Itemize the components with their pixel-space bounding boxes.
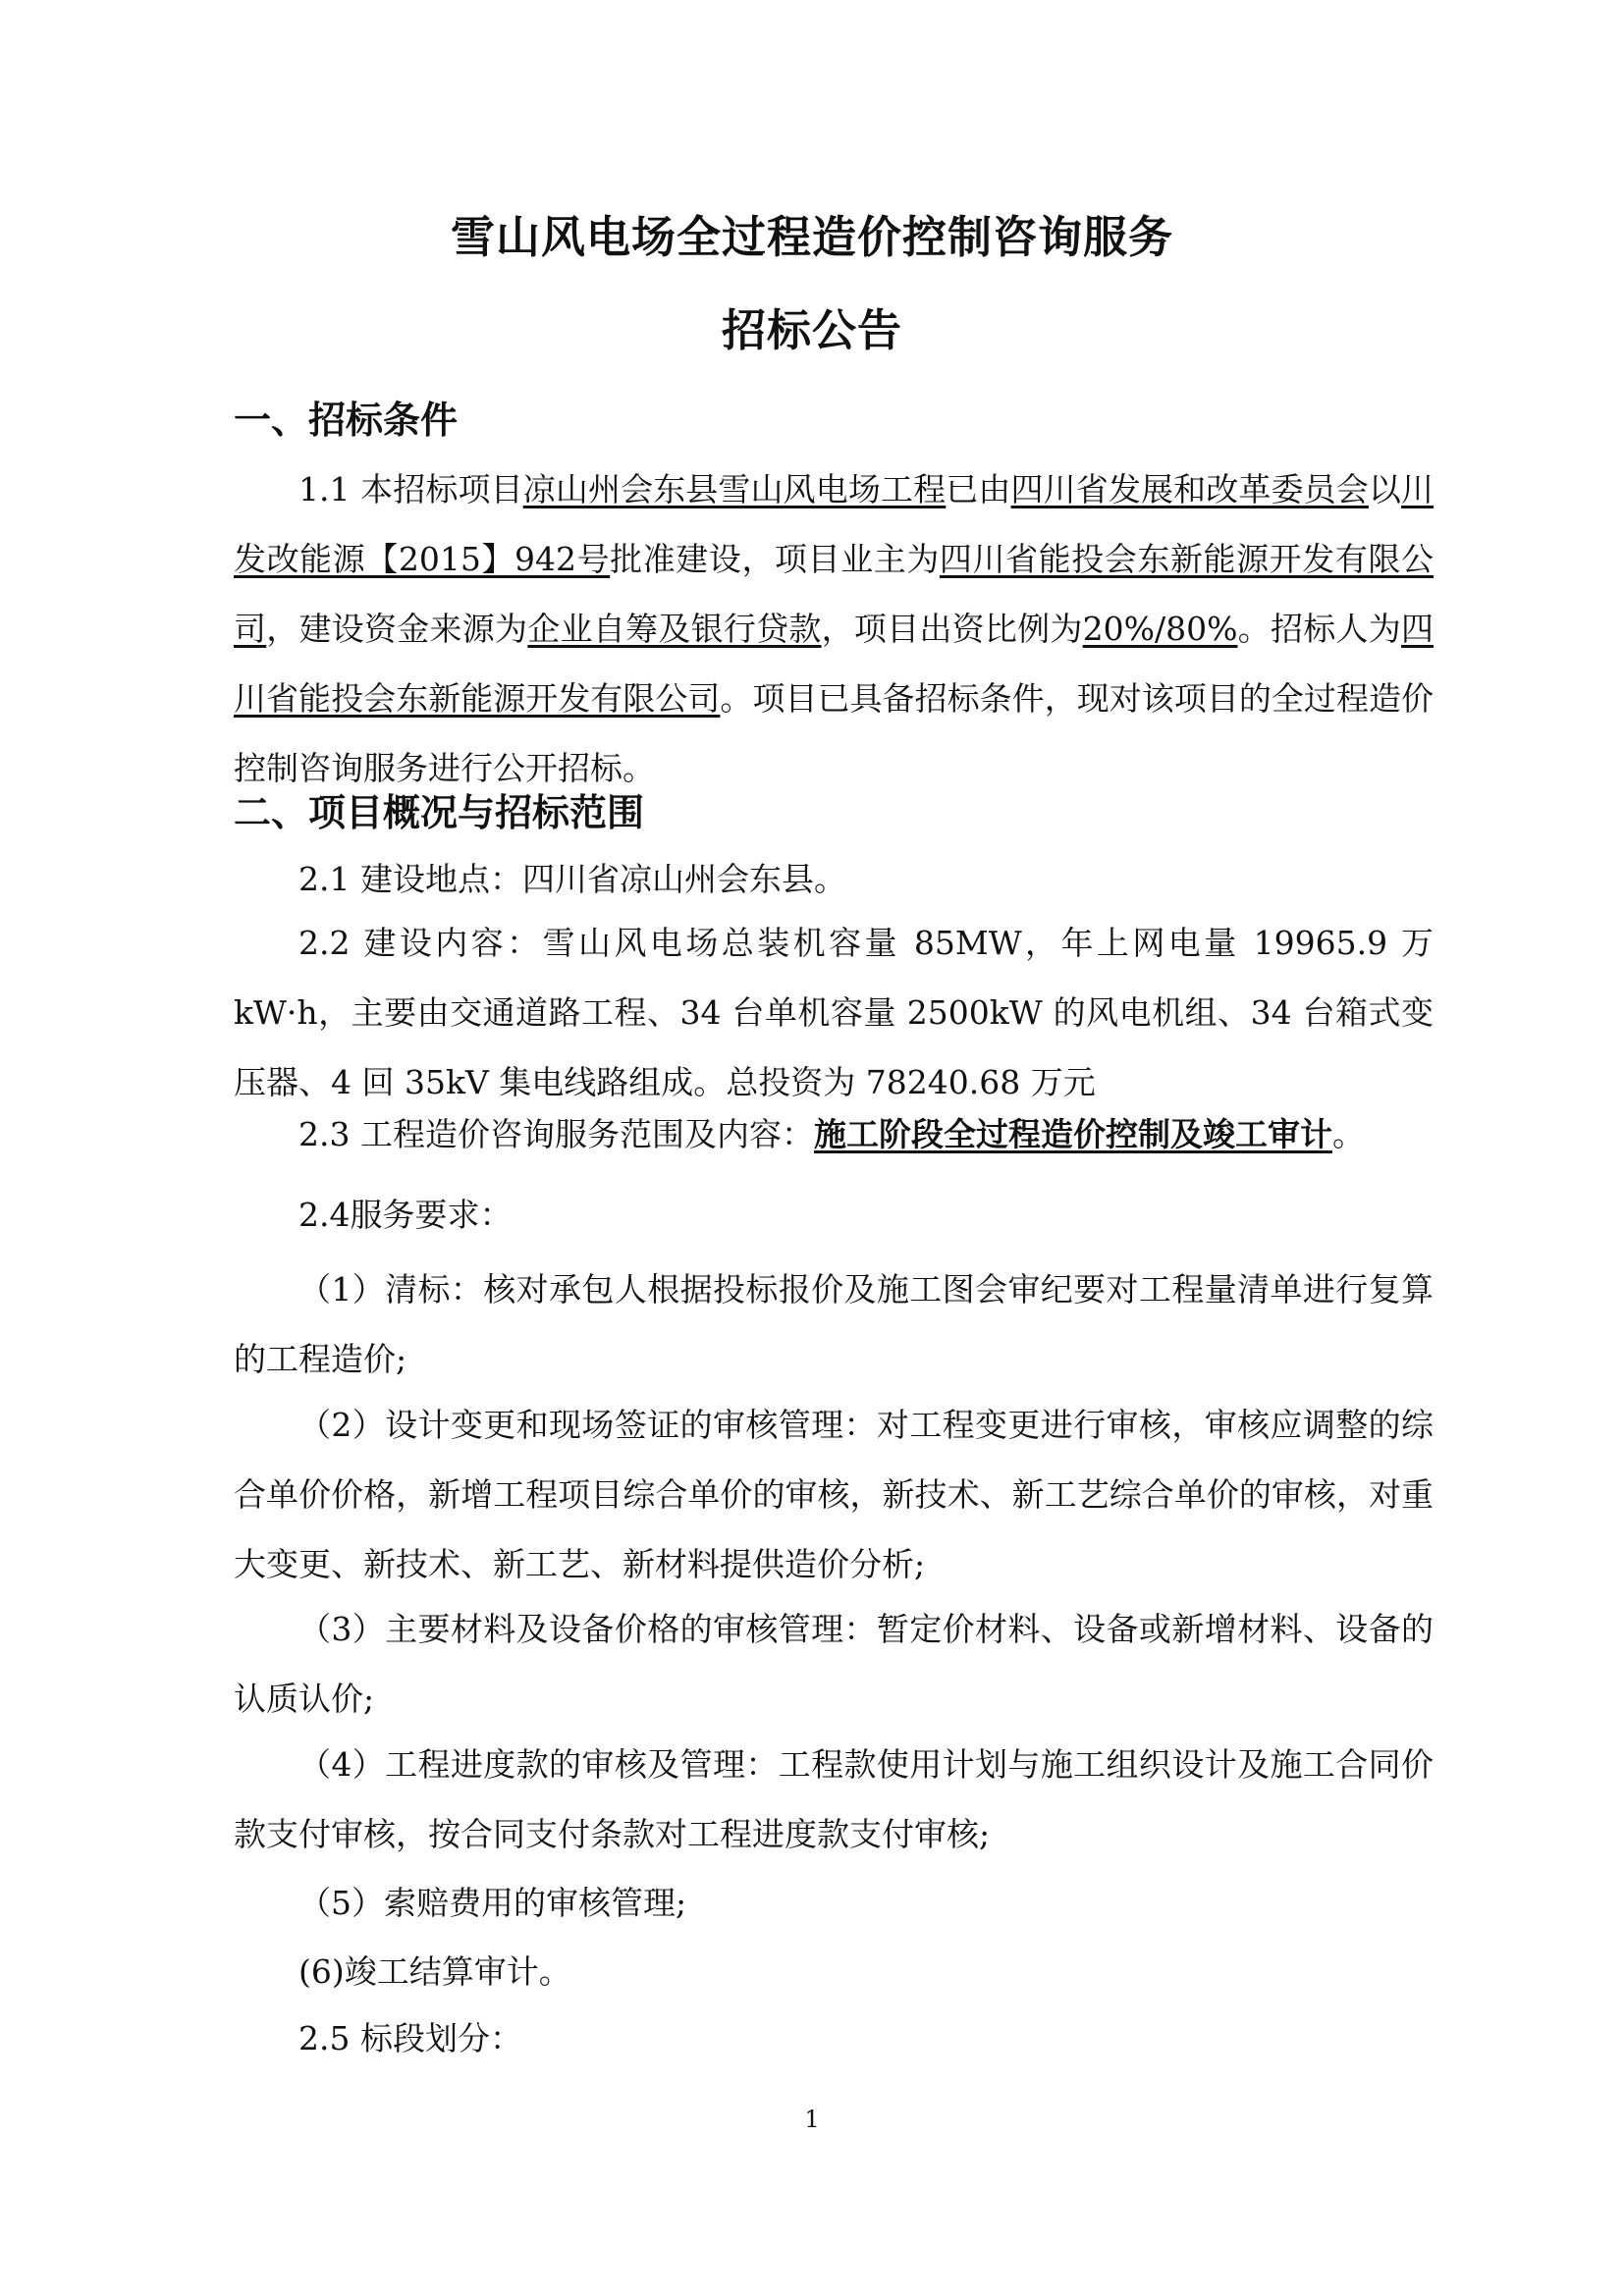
paragraph-1-1: 1.1 本招标项目凉山州会东县雪山风电场工程已由四川省发展和改革委员会以川发改能源【2015】942号批准建设，项目业主为四川省能投会东新能源开发有限公司，建设资金来源为企业自筹及银行贷款，项目出资比例为20%/80%。招标人为四川省能投会东新能源开发有限公司。项目已具备招标条件，现对该项目的全过程造价控制咨询服务进行公开招标。 [234, 470, 1435, 787]
paragraph-2-2: 2.2 建设内容：雪山风电场总装机容量 85MW，年上网电量 19965.9 万 kW·h，主要由交通道路工程、34 台单机容量 2500kW 的风电机组、34 台箱式变压器、4 回 35kV 集电线路组成。总投资为 78240.68 万元 [234, 924, 1434, 1101]
section-heading-1: 一、招标条件 [234, 398, 459, 442]
requirement-item-1: （1）清标：核对承包人根据投标报价及施工图会审纪要对工程量清单进行复算的工程造价; [234, 1270, 1434, 1378]
requirement-item-5: （5）索赔费用的审核管理; [298, 1884, 687, 1922]
approval-document: 川发改能源【2015】942号 [234, 470, 1435, 578]
paragraph-2-1: 2.1 建设地点：四川省凉山州会东县。 [298, 860, 846, 898]
service-scope: 施工阶段全过程造价控制及竣工审计 [813, 1115, 1332, 1153]
page-number: 1 [804, 2106, 820, 2133]
paragraph-2-5: 2.5 标段划分： [298, 2019, 522, 2057]
requirement-item-4: （4）工程进度款的审核及管理：工程款使用计划与施工组织设计及施工合同价款支付审核，按合同支付条款对工程进度款支付审核; [234, 1745, 1434, 1853]
document-subtitle: 招标公告 [721, 304, 902, 356]
paragraph-2-3: 2.3 工程造价咨询服务范围及内容：施工阶段全过程造价控制及竣工审计。 [298, 1115, 1365, 1153]
section-heading-2: 二、项目概况与招标范围 [234, 790, 645, 834]
approving-authority: 四川省发展和改革委员会 [1010, 470, 1369, 508]
paragraph-2-4: 2.4服务要求： [298, 1196, 513, 1234]
funding-ratio: 20%/80% [1082, 610, 1238, 648]
requirement-item-2: （2）设计变更和现场签证的审核管理：对工程变更进行审核，审核应调整的综合单价价格，新增工程项目综合单价的审核，新技术、新工艺综合单价的审核，对重大变更、新技术、新工艺、新材料提供造价分析; [234, 1406, 1434, 1583]
tenderer: 四川省能投会东新能源开发有限公司 [234, 610, 1435, 718]
requirement-item-6: (6)竣工结算审计。 [298, 1952, 571, 1991]
funding-source: 企业自筹及银行贷款 [527, 610, 822, 648]
project-owner: 四川省能投会东新能源开发有限公司 [234, 540, 1434, 648]
requirement-item-3: （3）主要材料及设备价格的审核管理：暂定价材料、设备或新增材料、设备的认质认价; [234, 1610, 1434, 1718]
project-name: 凉山州会东县雪山风电场工程 [522, 470, 947, 508]
document-title: 雪山风电场全过程造价控制咨询服务 [450, 211, 1173, 263]
